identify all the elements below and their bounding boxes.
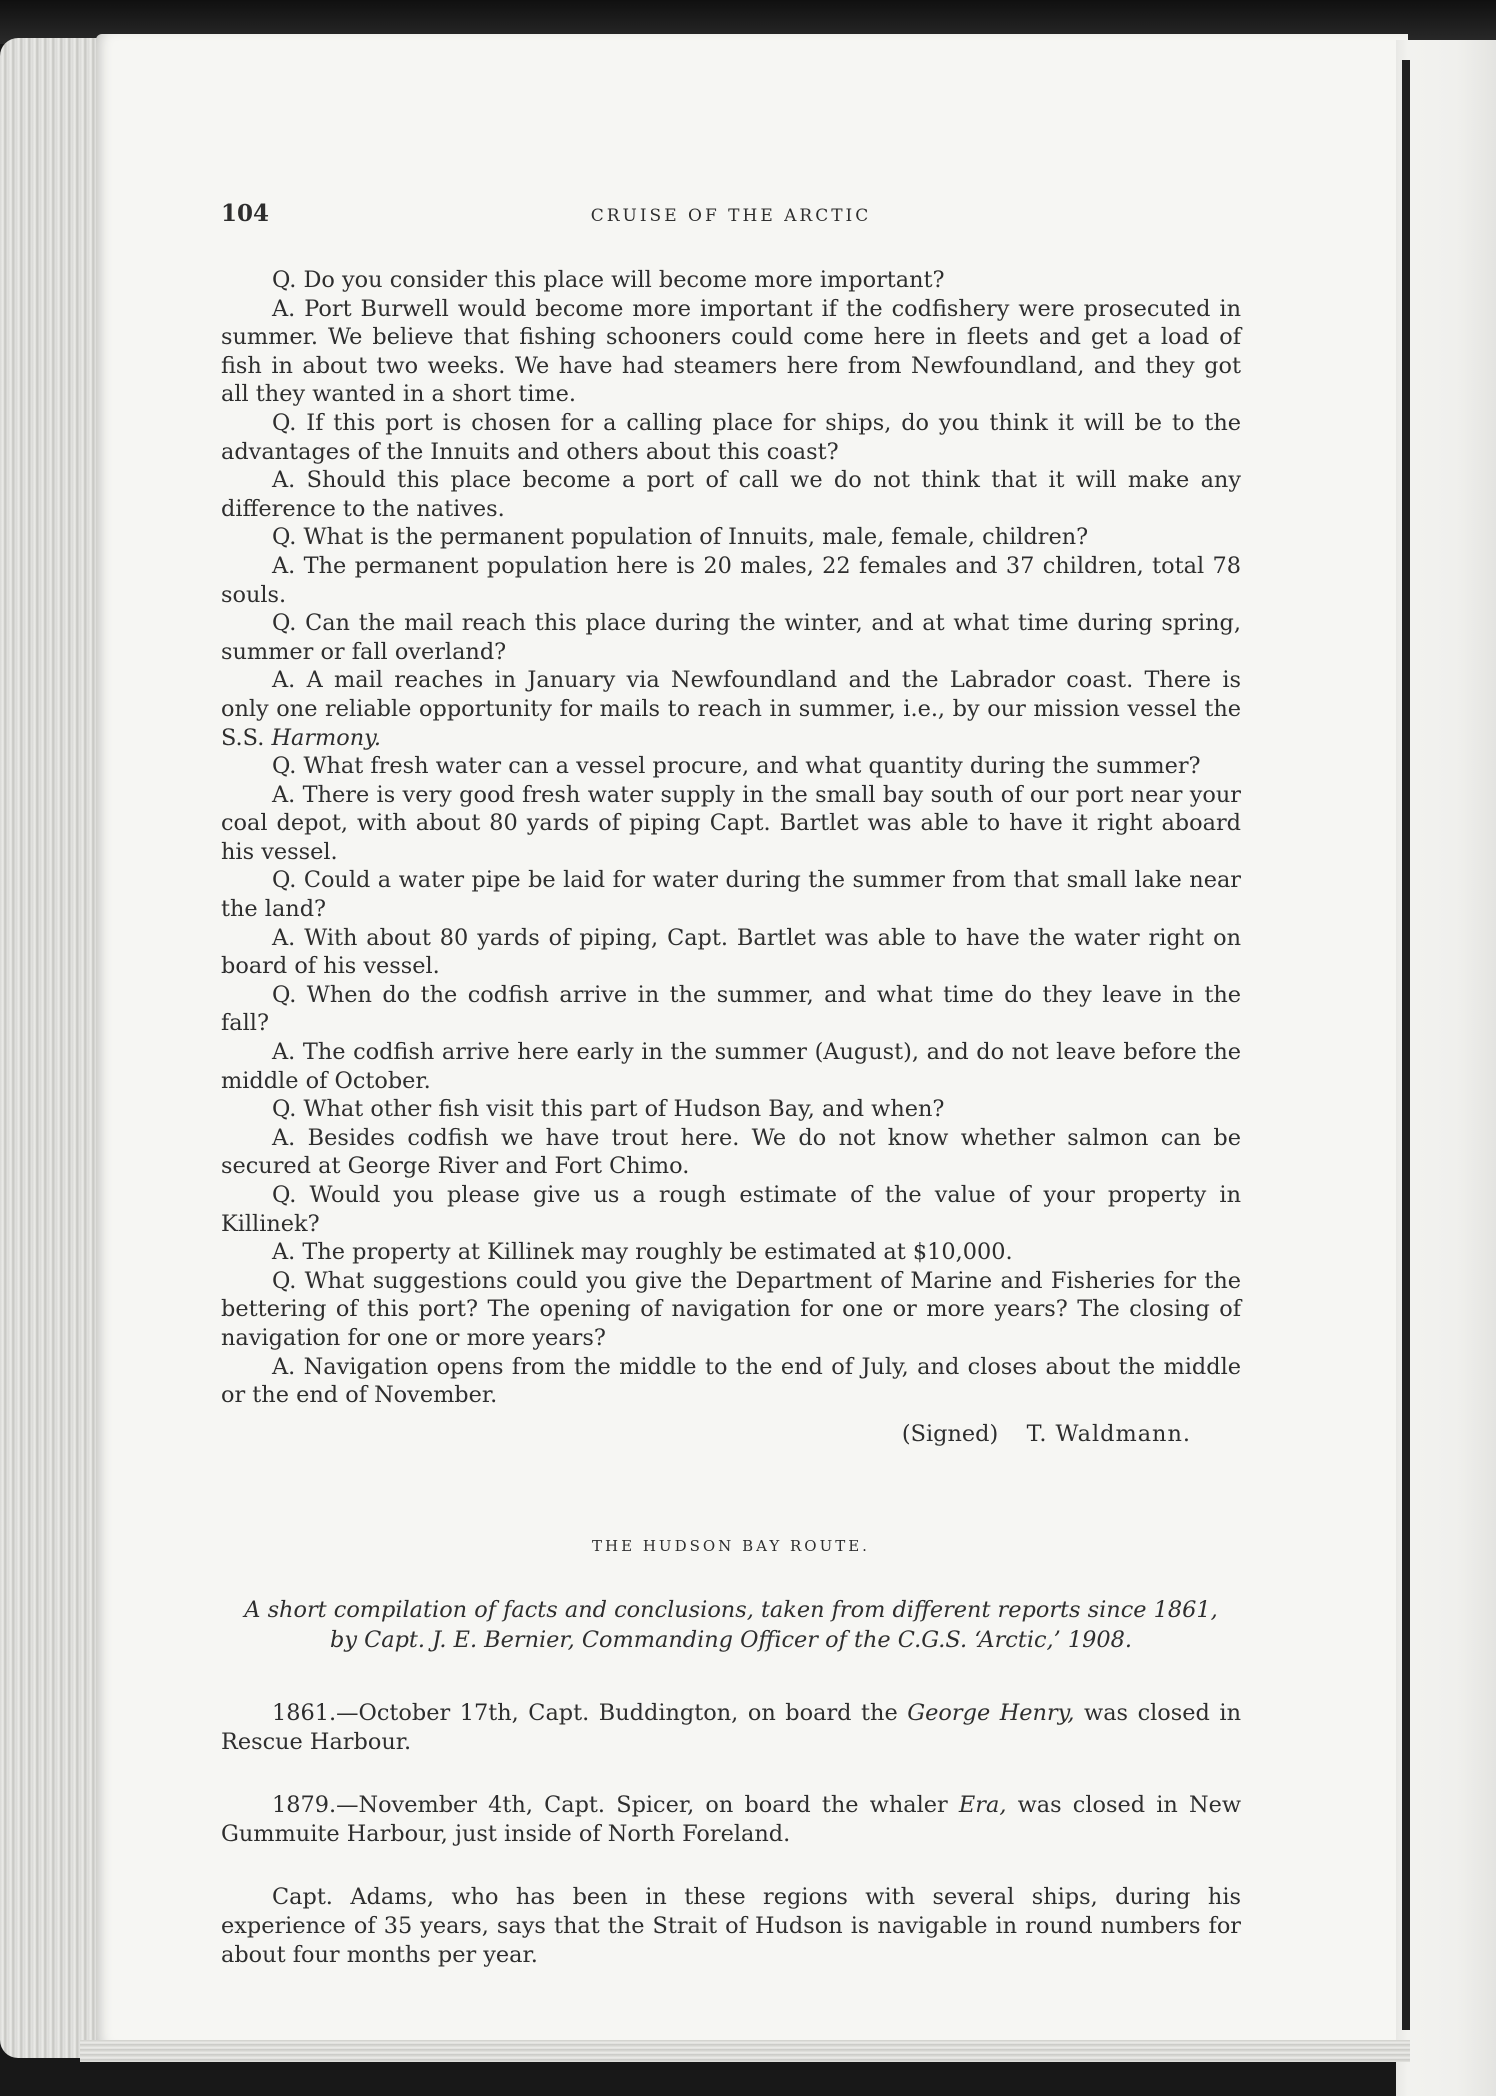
interview-paragraph: Q. Would you please give us a rough estimate of the value of your property in Killinek? — [221, 1182, 1241, 1237]
entry-text: was closed in New Gummuite Harbour, just inside of North Foreland. — [221, 1791, 1241, 1847]
interview-paragraph: A. The codfish arrive here early in the summer (August), and do not leave before the middle of October. — [221, 1039, 1241, 1094]
interview-paragraph: Q. Do you consider this place will become more important? — [272, 267, 945, 293]
interview-paragraph: A. Besides codfish we have trout here. We do not know whether salmon can be secured at George River and Fort Chimo. — [221, 1124, 1241, 1180]
interview-paragraph — [221, 666, 1241, 752]
interview-paragraph: A. Should this place become a port of call we do not think that it will make any difference to the natives. — [221, 467, 1241, 522]
interview-paragraph: A. There is very good fresh water supply in the small bay south of our port near your coal depot, with about 80 yards of piping Capt. Bartlet was able to have it right aboard his vessel. — [221, 781, 1241, 865]
interview-paragraph: Q. What other fish visit this part of Hudson Bay, and when? — [272, 1096, 945, 1123]
running-head — [221, 200, 1241, 230]
interview-paragraph: A. Navigation opens from the middle to the end of July, and closes about the middle or the end of November. — [221, 1353, 1241, 1409]
gutter-shadow — [1402, 60, 1410, 2030]
entry-text: 1879.—November 4th, Capt. Spicer, on board the whaler — [272, 1791, 959, 1818]
section-title: THE HUDSON BAY ROUTE. — [592, 1537, 870, 1556]
facing-page-edge — [1396, 40, 1496, 2096]
interview-paragraph: Q. What suggestions could you give the Department of Marine and Fisheries for the bettering of this port? The opening of navigation for one or more years? The closing of navigation for one or more years? — [221, 1267, 1241, 1351]
signed-label: (Signed) — [901, 1420, 999, 1447]
interview-paragraph: A. The property at Killinek may roughly be estimated at $10,000. — [272, 1239, 1013, 1266]
ship-name: Harmony. — [271, 724, 381, 751]
entry-text: 1861.—October 17th, Capt. Buddington, on board the — [272, 1699, 908, 1726]
subtitle-line: by Capt. J. E. Bernier, Commanding Officer of the C.G.S. ‘Arctic,’ 1908. — [329, 1626, 1132, 1653]
interview-paragraph: Q. If this port is chosen for a calling place for ships, do you think it will be to the advantages of the Innuits and others about this coast? — [221, 409, 1241, 465]
route-entry — [221, 1791, 1241, 1849]
interview-paragraph: A. Port Burwell would become more important if the codfishery were prosecuted in summer. We believe that fishing schooners could come here in fleets and get a load of fish in about two weeks. We have had steamers here from Newfoundland, and they got all they wanted in a short time. — [221, 295, 1241, 408]
page-edges-bottom — [80, 2040, 1410, 2062]
page-number: 104 — [221, 200, 270, 227]
page-text — [221, 200, 1241, 1970]
page-edges-left — [0, 38, 110, 2058]
paragraph-text: A. A mail reaches in January via Newfoundland and the Labrador coast. There is only one reliable opportunity for mails to reach in summer, i.e., by our mission vessel the S.S. — [221, 667, 1241, 751]
running-title: CRUISE OF THE ARCTIC — [590, 206, 872, 226]
signatory-name: T. Waldmann. — [1026, 1420, 1191, 1447]
ship-name: George Henry, — [907, 1699, 1075, 1726]
interview-paragraph: Q. When do the codfish arrive in the summer, and what time do they leave in the fall? — [221, 981, 1241, 1037]
interview-paragraph: Q. Can the mail reach this place during the winter, and at what time during spring, summer or fall overland? — [221, 610, 1241, 665]
signature-line — [221, 1420, 1191, 1449]
route-entry — [221, 1699, 1241, 1757]
interview-paragraph: Q. What is the permanent population of Innuits, male, female, children? — [272, 524, 1089, 551]
section-subtitle — [221, 1595, 1241, 1655]
interview-paragraph: A. The permanent population here is 20 males, 22 females and 37 children, total 78 souls. — [221, 552, 1241, 608]
interview-paragraph: A. With about 80 yards of piping, Capt. Bartlet was able to have the water right on board of his vessel. — [221, 924, 1241, 980]
entry-text: was closed in Rescue Harbour. — [221, 1699, 1242, 1755]
interview-paragraph: Q. What fresh water can a vessel procure, and what quantity during the summer? — [272, 753, 1201, 780]
subtitle-line: A short compilation of facts and conclusions, taken from different reports since 1861, — [244, 1596, 1218, 1623]
interview-paragraph: Q. Could a water pipe be laid for water during the summer from that small lake near the land? — [221, 867, 1241, 923]
route-entry: Capt. Adams, who has been in these regions with several ships, during his experience of 35 years, says that the Strait of Hudson is navigable in round numbers for about four months per year. — [221, 1883, 1241, 1968]
ship-name: Era, — [958, 1791, 1007, 1818]
